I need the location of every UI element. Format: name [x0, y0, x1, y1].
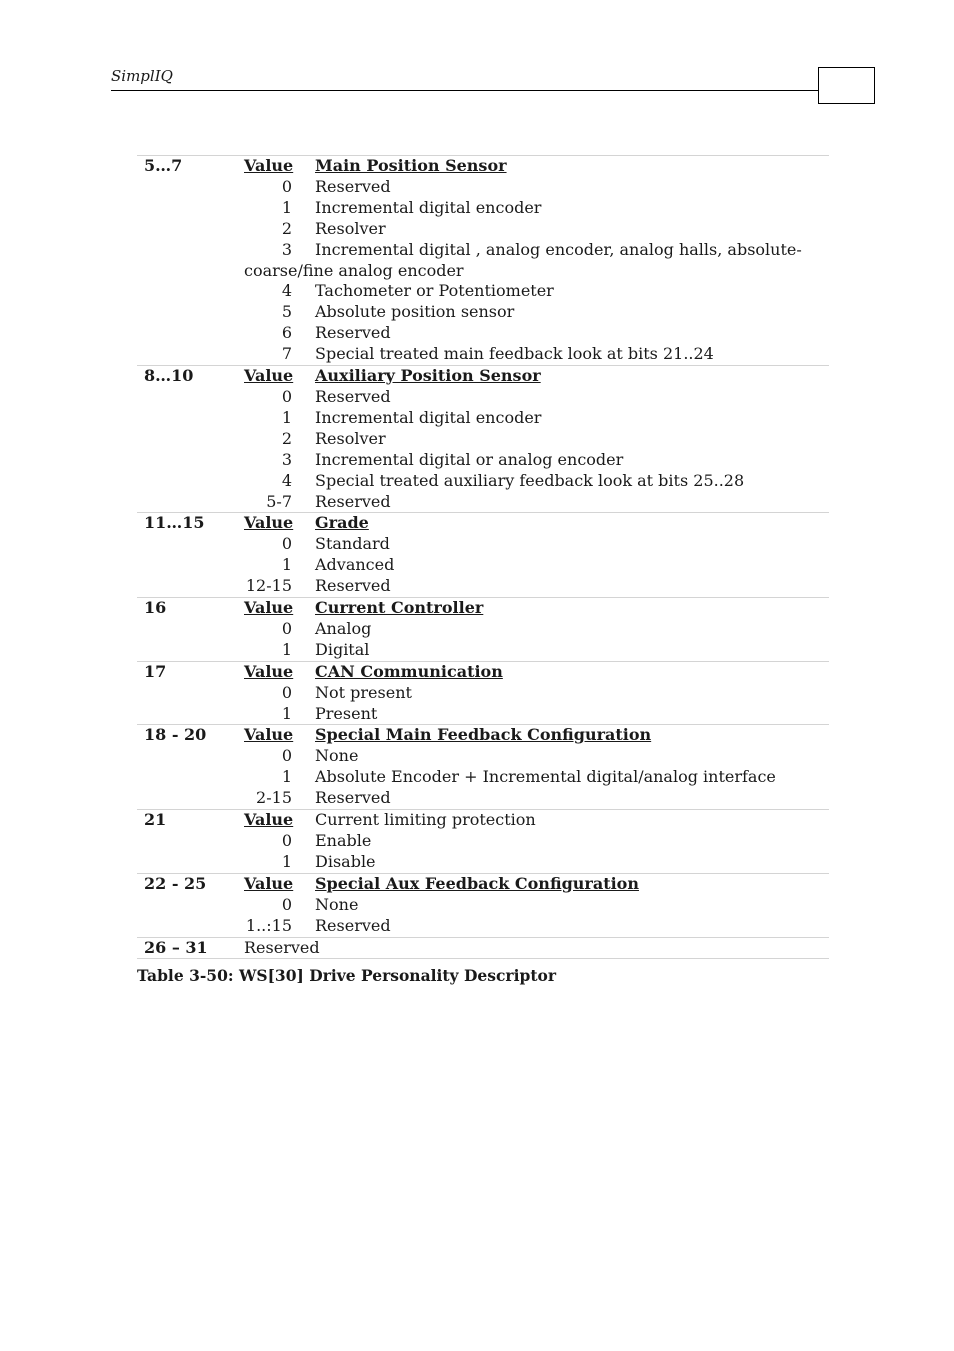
table-row: [137, 429, 829, 450]
bits-cell: [137, 408, 244, 429]
value-cell: 0: [281, 682, 292, 702]
description-cell: Reserved: [315, 915, 391, 935]
reserved-row: [137, 937, 829, 959]
value-cell: 0: [281, 386, 292, 406]
value-cell: 0: [281, 176, 292, 196]
bits-cell: [137, 240, 244, 261]
value-cell: 0: [281, 831, 292, 850]
description-cell: Incremental digital or analog encoder: [315, 449, 624, 469]
description-cell: Reserved: [315, 491, 391, 511]
section-title: Main Position Sensor: [315, 156, 829, 177]
description-cell: Disable: [315, 851, 376, 871]
bits-cell: [137, 323, 244, 344]
value-cell: 2-15: [256, 788, 292, 808]
bits-cell: 11…15: [137, 513, 244, 534]
value-header: Value: [244, 156, 315, 177]
table-row: [137, 852, 829, 873]
section-header-row: [137, 725, 829, 746]
description-continuation: coarse/fine analog encoder: [244, 260, 464, 280]
description-cell: Standard: [315, 534, 390, 554]
value-cell: 1: [281, 407, 292, 427]
value-cell: 0: [281, 534, 292, 554]
table-row: [137, 219, 829, 240]
value-cell: 0: [281, 746, 292, 766]
value-header: Value: [244, 725, 315, 746]
value-cell: 6: [281, 323, 292, 343]
bits-cell: [137, 387, 244, 408]
value-cell: 1: [281, 851, 292, 871]
bits-cell: [137, 429, 244, 450]
value-cell: 4: [281, 470, 292, 490]
table-row: [137, 555, 829, 576]
table-row: [137, 534, 829, 555]
section-header-row: [137, 810, 829, 831]
description-cell: Digital: [315, 639, 370, 659]
value-cell: 2: [281, 428, 292, 448]
bits-cell: [137, 683, 244, 704]
personality-descriptor-table: [137, 155, 829, 959]
table-row: [137, 704, 829, 725]
bits-cell: 16: [137, 598, 244, 619]
table-row: [137, 302, 829, 323]
bits-cell: 5…7: [137, 156, 244, 177]
table-row: [137, 767, 829, 788]
bits-cell: [137, 704, 244, 725]
value-header: Value: [244, 810, 315, 831]
value-cell: 12-15: [245, 576, 292, 596]
value-cell: 2: [281, 218, 292, 238]
table-row: [137, 471, 829, 492]
bits-cell: [137, 344, 244, 365]
value-cell: 5-7: [266, 491, 292, 511]
value-header: Value: [244, 366, 315, 387]
value-cell: 1: [281, 767, 292, 787]
description-cell: Reserved: [315, 176, 391, 196]
table-row: [137, 408, 829, 429]
section-title: Special Main Feedback Configuration: [315, 725, 829, 746]
value-cell: 7: [281, 344, 292, 364]
bits-cell: [137, 219, 244, 240]
description-cell: Incremental digital encoder: [315, 197, 542, 217]
value-header: Value: [244, 661, 315, 682]
bits-cell: [137, 534, 244, 555]
bits-cell: [137, 852, 244, 873]
section-title: Grade: [315, 513, 829, 534]
description-cell: None: [315, 894, 359, 914]
table-caption: Table 3-50: WS[30] Drive Personality Descriptor: [137, 966, 556, 985]
bits-cell: [137, 261, 244, 282]
table-row: [137, 619, 829, 640]
description-cell: Incremental digital , analog encoder, analog halls, absolute-: [315, 239, 802, 259]
bits-cell: [137, 619, 244, 640]
bits-cell: [137, 895, 244, 916]
section-title: Current limiting protection: [315, 810, 829, 831]
bits-cell: [137, 767, 244, 788]
table-row: [137, 831, 829, 852]
bits-cell: 17: [137, 661, 244, 682]
description-cell: Absolute position sensor: [315, 302, 515, 322]
value-header: Value: [244, 873, 315, 894]
section-title: Special Aux Feedback Configuration: [315, 873, 829, 894]
value-cell: 3: [281, 239, 292, 259]
section-header-row: [137, 156, 829, 177]
bits-cell: [137, 198, 244, 219]
description-cell: Special treated main feedback look at bits 21..24: [315, 344, 714, 364]
bits-cell: [137, 302, 244, 323]
bits-cell: [137, 576, 244, 597]
bits-cell: 21: [137, 810, 244, 831]
value-cell: 3: [281, 449, 292, 469]
table-row: [137, 198, 829, 219]
description-cell: Reserved: [315, 386, 391, 406]
description-cell: Tachometer or Potentiometer: [315, 281, 554, 301]
value-header: Value: [244, 513, 315, 534]
bits-cell: 22 - 25: [137, 873, 244, 894]
value-cell: 1: [281, 639, 292, 659]
table-row: [137, 177, 829, 198]
description-cell: None: [315, 746, 359, 766]
description-cell: Incremental digital encoder: [315, 407, 542, 427]
section-title: Current Controller: [315, 598, 829, 619]
table-row: [137, 916, 829, 937]
description-cell: Enable: [315, 831, 372, 850]
running-header-title: SimplIQ: [111, 67, 173, 85]
table-row: [137, 261, 829, 282]
bits-cell: [137, 640, 244, 661]
table-row: [137, 746, 829, 767]
description-cell: Advanced: [315, 555, 395, 575]
table-row: [137, 640, 829, 661]
value-cell: 0: [281, 618, 292, 638]
bits-cell: [137, 831, 244, 852]
section-title: Auxiliary Position Sensor: [315, 366, 829, 387]
table-body: [137, 156, 829, 959]
table-row: [137, 450, 829, 471]
description-cell: Resolver: [315, 218, 386, 238]
table-row: [137, 281, 829, 302]
description-cell: Reserved: [315, 323, 391, 343]
section-header-row: [137, 366, 829, 387]
bits-cell: [137, 788, 244, 809]
section-header-row: [137, 873, 829, 894]
bits-cell: [137, 471, 244, 492]
value-cell: 1: [281, 197, 292, 217]
table-row: [137, 576, 829, 597]
description-cell: Present: [315, 703, 378, 723]
value-header: Value: [244, 598, 315, 619]
description-cell: Reserved: [244, 937, 829, 959]
description-cell: Resolver: [315, 428, 386, 448]
bits-cell: [137, 450, 244, 471]
page-number-box: [818, 67, 875, 104]
table-row: [137, 895, 829, 916]
bits-cell: 26 – 31: [137, 937, 244, 959]
table-row: [137, 323, 829, 344]
bits-cell: 8…10: [137, 366, 244, 387]
value-cell: 0: [281, 894, 292, 914]
table-row: [137, 683, 829, 704]
description-cell: Reserved: [315, 576, 391, 596]
header-rule: [111, 90, 819, 91]
table-row: [137, 344, 829, 365]
section-header-row: [137, 598, 829, 619]
description-cell: Special treated auxiliary feedback look at bits 25..28: [315, 470, 745, 490]
table-row: [137, 387, 829, 408]
value-cell: 1: [281, 703, 292, 723]
table-row: [137, 492, 829, 513]
description-cell: Analog: [315, 618, 372, 638]
section-title: CAN Communication: [315, 661, 829, 682]
value-cell: 1..:15: [245, 915, 292, 935]
value-cell: 4: [281, 281, 292, 301]
description-cell: Reserved: [315, 788, 391, 808]
table-row: [137, 788, 829, 809]
bits-cell: [137, 916, 244, 937]
description-cell: Not present: [315, 682, 412, 702]
bits-cell: [137, 555, 244, 576]
section-header-row: [137, 661, 829, 682]
bits-cell: [137, 281, 244, 302]
value-cell: 5: [281, 302, 292, 322]
value-cell: 1: [281, 555, 292, 575]
bits-cell: [137, 746, 244, 767]
description-cell: Absolute Encoder + Incremental digital/analog interface: [315, 767, 776, 787]
bits-cell: [137, 492, 244, 513]
section-header-row: [137, 513, 829, 534]
table-row: [137, 240, 829, 261]
bits-cell: [137, 177, 244, 198]
bits-cell: 18 - 20: [137, 725, 244, 746]
